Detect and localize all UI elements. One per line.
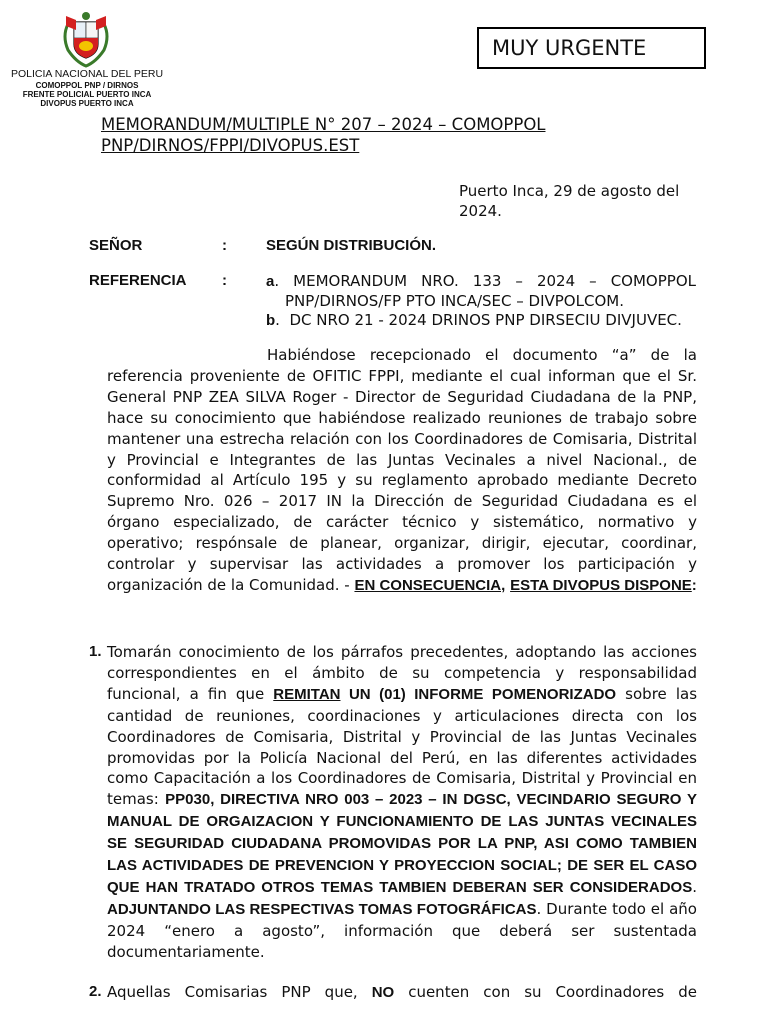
reference-a-line-2: PNP/DIRNOS/FP PTO INCA/SEC – DIVPOLCOM.: [285, 292, 624, 310]
item-2-no: NO: [371, 984, 395, 1001]
senor-colon: :: [222, 237, 227, 254]
item-1-topics: PP030, DIRECTIVA NRO 003 – 2023 – IN DGSC, VECINDARIO SEGURO Y MANUAL DE ORGAIZACION Y FUNCIONAMIENTO DE LAS JUNTAS VECINALES SE SEGURIDAD CIUDADANA PROMOVIDAS POR LA PNP, ASI COMO TAMBIEN LAS ACTIVIDADES DE PREVENCION Y PROYECCION SOCIAL; DE SER EL CASO QUE HAN TRATADO OTROS TEMAS TAMBIEN DEBERAN SER CONSIDERADOS: [107, 791, 697, 896]
item-1-part-e: .: [692, 877, 697, 896]
memo-date-line-1: Puerto Inca, 29 de agosto del: [459, 182, 680, 200]
intro-paragraph: [107, 345, 697, 597]
item-2-text: [107, 982, 697, 1004]
memo-title-line-1: MEMORANDUM/MULTIPLE N° 207 – 2024 – COMOPPOL: [101, 115, 546, 134]
org-line-2: FRENTE POLICIAL PUERTO INCA: [22, 90, 152, 99]
senor-value: SEGÚN DISTRIBUCIÓN.: [266, 237, 437, 254]
item-1-number: 1.: [89, 643, 102, 660]
intro-bold-consecuencia: EN CONSECUENCIA,: [354, 576, 506, 594]
item-2-number: 2.: [89, 983, 102, 1000]
org-name: POLICIA NACIONAL DEL PERU: [10, 68, 164, 80]
memo-date: [459, 181, 709, 221]
reference-b: b. DC NRO 21 - 2024 DRINOS PNP DIRSECIU DIVJUVEC.: [266, 311, 682, 329]
org-line-1: COMOPPOL PNP / DIRNOS: [35, 81, 139, 90]
item-1-fotos: ADJUNTANDO LAS RESPECTIVAS TOMAS FOTOGRÁFICAS: [107, 900, 537, 918]
item-1-part-a: Tomarán conocimiento de los párrafos precedentes, adoptando las acciones correspondientes en el ámbito de su competencia y responsabilidad funcional, a fin que: [107, 643, 697, 703]
urgent-label-box: [477, 27, 706, 69]
intro-colon: :: [691, 576, 697, 594]
referencia-colon: :: [222, 272, 227, 289]
org-line-3: DIVOPUS PUERTO INCA: [40, 99, 134, 108]
item-2-part-c: cuenten con su Coordinadores de: [394, 983, 697, 1001]
intro-paragraph-text: Habiéndose recepcionado el documento “a” de la referencia proveniente de OFITIC FPPI, mediante el cual informan que el Sr. General PNP ZEA SILVA Roger - Director de Seguridad Ciudadana de la PNP, hace su conocimiento que habiéndose realizado reuniones de trabajo sobre mantener una estrecha relación con los Coordinadores de Comisaria, Distrital y Provincial e Integrantes de las Juntas Vecinales a nivel Nacional., de conformidad al Artículo 195 y su reglamento aprobado mediante Decreto Supremo Nro. 026 – 2017 IN la Dirección de Seguridad Ciudadana es el órgano especializado, de carácter técnico y sistemático, normativo y operativo; respónsale de planear, organizar, dirigir, ejecutar, coordinar, controlar y supervisar las actividades a promover los participación y organización de la Comunidad. -: [107, 346, 697, 594]
reference-a-line-1: MEMORANDUM NRO. 133 – 2024 – COMOPPOL: [293, 272, 696, 290]
item-1-text: [107, 642, 697, 963]
item-2-part-a: Aquellas Comisarias PNP que,: [107, 983, 372, 1001]
intro-bold-dispone: ESTA DIVOPUS DISPONE: [510, 576, 692, 594]
memo-title: [101, 114, 546, 156]
item-1-part-c: sobre las cantidad de reuniones, coordinaciones y articulaciones directa con los Coordinadores de Comisaria, Distrital y Provincial de las Juntas Vecinales promovidas por la Policía Nacional del Perú, en las diferentes actividades como Capacitación a los Coordinadores de Comisaria, Distrital y Provincial en temas:: [107, 684, 698, 809]
item-1-informe: UN (01) INFORME POMENORIZADO: [340, 685, 617, 703]
item-1-remitan: REMITAN: [273, 685, 341, 703]
reference-a-letter: a: [266, 273, 275, 290]
reference-b-letter: b: [266, 312, 276, 329]
senor-label: SEÑOR: [89, 237, 143, 254]
urgent-label: MUY URGENTE: [492, 36, 647, 60]
peru-coat-of-arms-icon: [58, 10, 114, 68]
referencia-label: REFERENCIA: [89, 272, 187, 289]
memo-title-line-2: PNP/DIRNOS/FPPI/DIVOPUS.EST: [101, 136, 360, 155]
memo-date-line-2: 2024.: [459, 202, 502, 220]
reference-b-text: DC NRO 21 - 2024 DRINOS PNP DIRSECIU DIVJUVEC.: [289, 311, 682, 329]
reference-a: a. MEMORANDUM NRO. 133 – 2024 – COMOPPOL: [266, 272, 696, 290]
item-1-part-g: . Durante todo el año 2024 “enero a agosto”, información que deberá ser sustentada documentariamente.: [107, 899, 697, 961]
